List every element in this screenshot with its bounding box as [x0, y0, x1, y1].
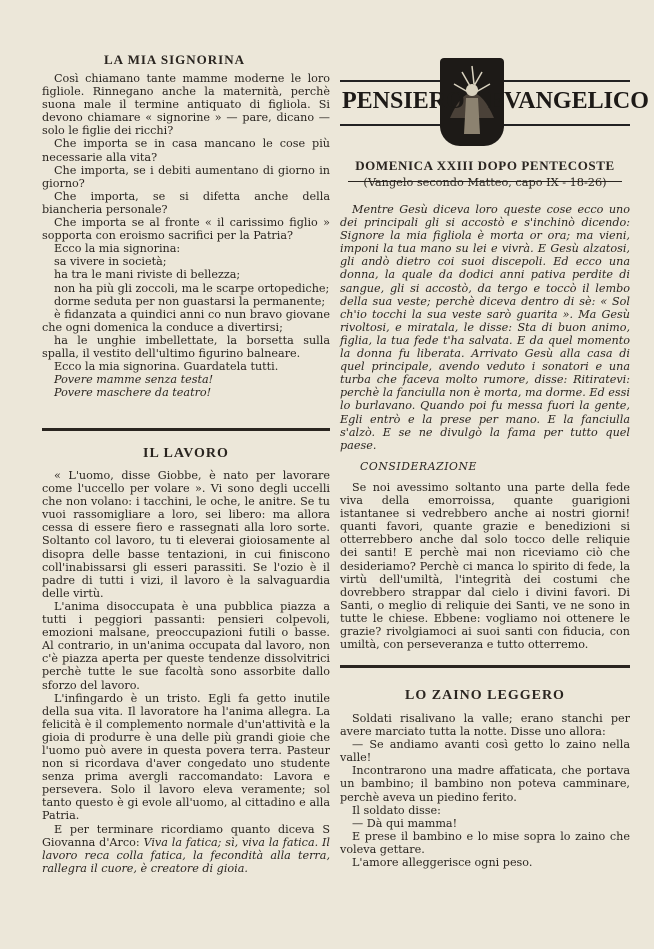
section-divider — [42, 428, 330, 431]
signorina-paragraph: Così chiamano tante mamme moderne le loro figliole. Rinnegano anche la maternità, perchè suona male il termine antiquato di figliola. Si devono chiamare « signorine » — pare, dicano — solo le figlie dei ricchi? — [42, 72, 330, 138]
signorina-paragraph: sa vivere in società; — [54, 255, 167, 269]
signorina-paragraph: Ecco la mia signorina: — [54, 242, 181, 256]
gospel-reference: (Vangelo secondo Matteo, capo IX - 18-26) — [363, 176, 607, 189]
signorina-paragraph: ha le unghie imbellettate, la borsetta sulla spalla, il vestito dell'ultimo figurino balneare. — [42, 333, 330, 360]
zaino-paragraph: Il soldato disse: — [352, 803, 441, 817]
signorina-body — [42, 72, 330, 399]
signorina-paragraph: non ha più gli zoccoli, ma le scarpe ortopediche; — [54, 281, 330, 295]
pensiero-evangelico-banner — [340, 58, 649, 150]
considerazione-title: CONSIDERAZIONE — [360, 460, 478, 473]
signorina-closing: Povere mamme senza testa! — [54, 373, 214, 387]
lavoro-title: IL LAVORO — [143, 446, 229, 461]
lavoro-paragraph: « L'uomo, disse Giobbe, è nato per lavorare come l'uccello per volare ». Vi sono degli uccelli che non volano: i tacchini, le oche, le anitre. Se tu vuoi rassomigliare a loro, sei libero: ma allora cessa di essere fiero e rassegnati alla loro sorte. Soltanto col lavoro, tu ti eleverai gioiosamente al disopra delle basse tentazioni, in cui finiscono coll'inabissarsi gli esseri parassiti. Se l'ozio è il padre di tutti i vizi, il lavoro è la salvaguardia delle virtù. — [42, 469, 330, 600]
zaino-paragraph: L'amore alleggerisce ogni peso. — [352, 856, 533, 870]
lavoro-paragraph — [42, 823, 330, 875]
lavoro-quote: Viva la fatica; sì, viva la fatica. Il lavoro reca colla fatica, la fecondità alla terra, rallegra il cuore, è creatore di gioia. — [42, 835, 331, 875]
signorina-paragraph: Che importa, se i debiti aumentano di giorno in giorno? — [42, 163, 330, 190]
zaino-paragraph: — Dà qui mamma! — [352, 816, 458, 830]
lavoro-final-line: E per terminare ricordiamo quanto diceva S Giovanna d'Arco: — [42, 822, 330, 849]
signorina-paragraph: ha tra le mani riviste di bellezza; — [54, 268, 241, 282]
zaino-paragraph: Soldati risalivano la valle; erano stanchi per avere marciato tutta la notte. Disse uno allora: — [340, 712, 630, 739]
zaino-body — [340, 712, 630, 869]
zaino-paragraph: — Se andiamo avanti così getto lo zaino nella valle! — [340, 738, 630, 765]
signorina-paragraph: è fidanzata a quindici anni co nun bravo giovane che ogni domenica la conduce a divertirsi; — [42, 307, 330, 334]
banner-word-evangelico: EVANGELICO — [488, 88, 649, 114]
signorina-paragraph: Che importa se al fronte « il carissimo figlio » sopporta con eroismo sacrifici per la Patria? — [42, 216, 330, 243]
gospel-text — [340, 203, 630, 452]
lavoro-paragraph: L'anima disoccupata è una pubblica piazza a tutti i peggiori passanti: pensieri colpevoli, emozioni malsane, preoccupazioni futili o basse. Al contrario, in un'anima occupata dal lavoro, non c'è piazza aperta per queste tendenze dissolvitrici perchè tutte le sue facoltà sono assorbite dallo sforzo del lavoro. — [42, 599, 330, 692]
sunday-heading: DOMENICA XXIII DOPO PENTECOSTE — [355, 158, 615, 173]
considerazione-paragraph: Se noi avessimo soltanto una parte della fede viva della emorroissa, quante guarigioni istantanee si vedrebbero anche ai nostri giorni! quanti favori, quante grazie e benedizioni si otterrebbero anche dal solo tocco delle reliquie dei santi! E perchè mai non riceviamo ciò che desideriamo? Perchè ci manca lo spirito di fede, la virtù dell'umiltà, l'integrità dei costumi che dovrebbero strappar dal cielo i divini favori. Di Santi, o meglio di reliquie dei Santi, ve ne sono in tutte le chiese. Ebbene: vogliamo noi ottenere le grazie? rivolgiamoci ai suoi santi con fiducia, con umiltà, con perseveranza e tutto otterremo. — [340, 481, 630, 652]
lavoro-paragraph: L'infingardo è un tristo. Egli fa getto inutile della sua vita. Il lavoratore ha l'anima allegra. La felicità è il complemento normale d'un'attività e la gioia di produrre è una delle più grandi gioie che l'uomo può avere in questa povera terra. Pasteur non si ricordava d'aver congedato uno studente senza prima avergli raccomandato: Lavora e persevera. Solo il lavoro eleva veramente; sol tanto questo è gi evole all'uomo, al cittadino e alla Patria. — [42, 691, 330, 823]
considerazione-body — [340, 481, 630, 651]
signorina-paragraph: Ecco la mia signorina. Guardatela tutti. — [54, 360, 279, 374]
zaino-paragraph: E prese il bambino e lo mise sopra lo zaino che voleva gettare. — [340, 829, 630, 856]
section-divider — [340, 665, 630, 668]
signorina-paragraph: Che importa, se si difetta anche della biancheria personale? — [42, 189, 330, 216]
gospel-paragraph: Mentre Gesù diceva loro queste cose ecco uno dei principali gli si accostò e s'inchinò dicendo: Signore la mia figliola è morta or ora; ma vieni, imponi la tua mano su lei e vivrà. E Gesù alzatosi, gli andò dietro coi suoi discepoli. Ed ecco una donna, la quale da dodici anni pativa perdite di sangue, gli si accostò, da tergo e toccò il lembo della sua veste; perchè diceva dentro di sè: « Sol ch'io tocchi la sua veste sarò guarita ». Ma Gesù rivoltosi, e miratala, le disse: Sta di buon animo, figlia, la tua fede t'ha salvata. E da quel momento la donna fu liberata. Arrivato Gesù alla casa di quel principale, avendo veduto i sonatori e una turba che faceva molto rumore, disse: Ritiratevi: perchè la fanciulla non è morta, ma dorme. Ed essi lo burlavano. Quando poi fu messa fuori la gente, Egli entrò e la prese per mano. E la fanciulla s'alzò. E se ne divulgò la fama per tutto quel paese. — [340, 203, 630, 452]
signorina-paragraph: dorme seduta per non guastarsi la permanente; — [54, 294, 326, 308]
lavoro-body — [42, 469, 330, 875]
zaino-paragraph: Incontrarono una madre affaticata, che portava un bambino; il bambino non poteva camminare, perchè aveva un piedino ferito. — [340, 764, 630, 804]
signorina-title: LA MIA SIGNORINA — [104, 52, 245, 67]
banner-word-pensiero: PENSIERO — [342, 88, 465, 114]
signorina-closing: Povere maschere da teatro! — [54, 386, 212, 400]
signorina-paragraph: Che importa se in casa mancano le cose più necessarie alla vita? — [42, 137, 330, 164]
zaino-title: LO ZAINO LEGGERO — [405, 688, 565, 703]
